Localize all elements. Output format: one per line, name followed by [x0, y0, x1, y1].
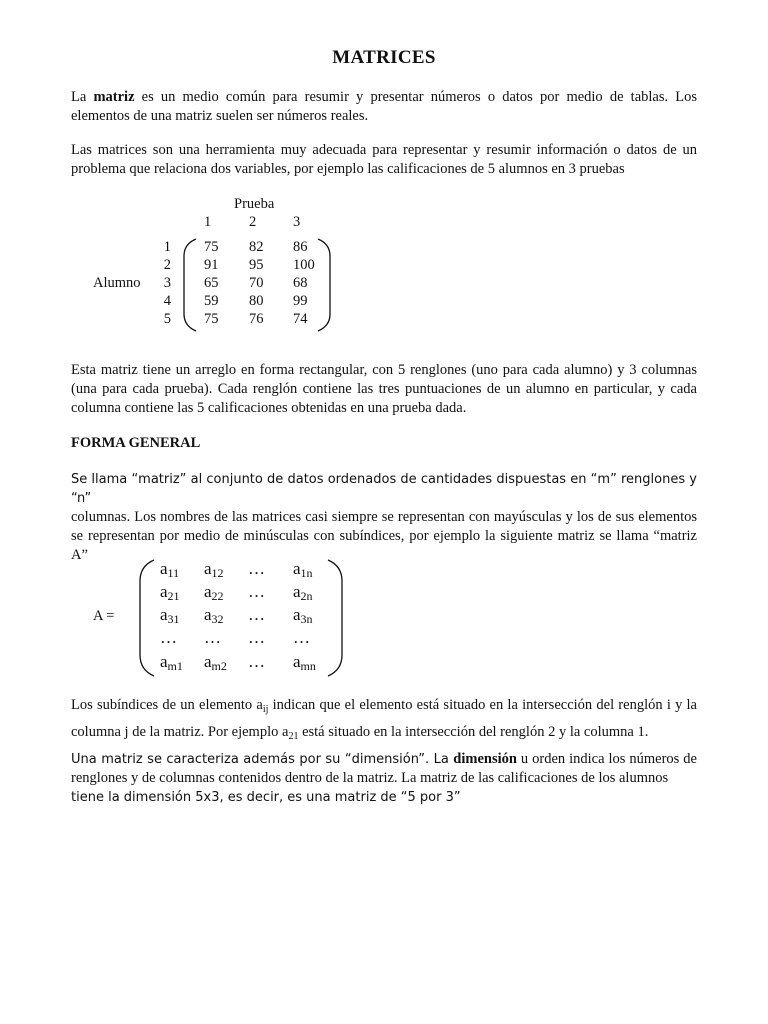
matrix-element: $a_{11}$	[160, 559, 180, 580]
matrix-element: $a_{m1}$	[160, 652, 183, 673]
grades-column-number-3: 3	[293, 214, 301, 230]
term-dimension: dimensión	[453, 751, 517, 767]
matrix-ellipsis: …	[248, 628, 265, 647]
matrix-element: $a_{m2}$	[204, 652, 227, 673]
subscripts-paragraph: Los subíndices de un elemento $a_{ij}$ indican que el elemento está situado en la intersección del renglón i y la columna j de la matriz. Por ejemplo $a_{21}$ está situado en la intersección del renglón 2 y la columna 1.	[71, 697, 697, 742]
general-paragraph: Se llama “matriz” al conjunto de datos ordenados de cantidades dispuestas en “m” renglones y “n” columnas. Los nombres de las matrices casi siempre se representan con mayúsculas y los de sus elementos se representan por medio de minúsculas con subíndices, por ejemplo la siguiente matriz se llama “matriz A”	[71, 472, 697, 563]
matrix-ellipsis: …	[160, 628, 177, 647]
matrix-element: $a_{3n}$	[293, 605, 313, 626]
dimension-paragraph: Una matriz se caracteriza además por su “dimensión”. La dimensión u orden indica los números de renglones y de columnas contenidos dentro de la matriz. La matriz de las calificaciones de los alumnos tiene la dimensión 5x3, es decir, es una matriz de “5 por 3”	[71, 751, 697, 805]
matrix-element: $a_{31}$	[160, 605, 180, 626]
grades-column-header: Prueba	[234, 196, 275, 212]
matrix-ellipsis: …	[204, 628, 221, 647]
matrix-element: $a_{22}$	[204, 582, 224, 603]
right-bracket	[315, 236, 335, 334]
matrix-ellipsis: …	[293, 628, 310, 647]
description-paragraph: Esta matriz tiene un arreglo en forma rectangular, con 5 renglones (uno para cada alumno) y 3 columnas (una para cada prueba). Cada renglón contiene las tres puntuaciones de un alumno en particular, y cada columna contiene las 5 calificaciones obtenidas en una prueba dada.	[71, 362, 697, 416]
grades-row-header: Alumno	[93, 275, 141, 291]
section-heading: FORMA GENERAL	[71, 435, 201, 451]
matrix-ellipsis: …	[248, 559, 265, 578]
matrix-ellipsis: …	[248, 582, 265, 601]
matrix-element: $a_{32}$	[204, 605, 224, 626]
grades-column-number-2: 2	[249, 214, 257, 230]
intro-paragraph-1: La matriz es un medio común para resumir y presentar números o datos por medio de tablas. Los elementos de una matriz suelen ser números reales.	[71, 89, 698, 124]
matrix-element: $a_{2n}$	[293, 582, 313, 603]
grades-row-labels: 1 2 3 4 5	[163, 239, 171, 327]
matrix-element: $a_{mn}$	[293, 652, 316, 673]
page: MATRICES La matriz es un medio común para resumir y presentar números o datos por medio de tablas. Los elementos de una matriz suelen ser números reales. Las matrices son una herramienta muy adecuada para representar y resumir información o datos de un problema que relaciona dos variables, por ejemplo las calificaciones de 5 alumnos en 3 pruebas Prueba 1 2 3 Alumno 1 2 3 4 5 75 82 86 91 95 100 65 70 68 59 80 99 75 76 74 Esta matriz tiene un arreglo en forma rectangular, con 5 renglones (uno para cada alumno) y 3 columnas (una para cada prueba). Cada renglón contiene las tres puntuaciones de un alumno en particular, y cada columna contiene las 5 calificaciones obtenidas en una prueba dada. FORMA GENERAL Se llama “matriz” al conjunto de datos ordenados de cantidades dispuestas en “m” renglones y “n” columnas. Los nombres de las matrices casi siempre se representan con mayúsculas y los de sus elementos se representan por medio de minúsculas con subíndices, por ejemplo la siguiente matriz se llama “matriz A” A = $a_{11}$ $a_{12}$ … $a_{1n}$ $a_{21}$ $a_{22}$ … $a_{2n}$ $a_{31}$ $a_{32}$ … $a_{3n}$ … … … … $a_{m1}$ $a_{m2}$ … $a_{mn}$ Los subíndices de un elemento $a_{ij}$ indican que el elemento está situado en la intersección del renglón i y la columna j de la matriz. Por ejemplo $a_{21}$ está situado en la intersección del renglón 2 y la columna 1. Una matriz se caracteriza además por su “dimensión”. La dimensión u orden indica los números de renglones y de columnas contenidos dentro de la matriz. La matriz de las calificaciones de los alumnos tiene la dimensión 5x3, es decir, es una matriz de “5 por 3”	[71, 47, 698, 805]
page-title: MATRICES	[332, 47, 436, 68]
matrix-a-label: A =	[93, 608, 115, 624]
matrix-left-bracket	[137, 557, 159, 679]
matrix-a	[160, 557, 330, 677]
matrix-element: $a_{21}$	[160, 582, 180, 603]
left-bracket	[181, 236, 201, 334]
matrix-element: $a_{1n}$	[293, 559, 313, 580]
matrix-ellipsis: …	[248, 605, 265, 624]
term-matriz: matriz	[93, 89, 135, 105]
matrix-element: $a_{12}$	[204, 559, 224, 580]
grades-column-number-1: 1	[204, 214, 212, 230]
intro-paragraph-2: Las matrices son una herramienta muy adecuada para representar y resumir información o datos de un problema que relaciona dos variables, por ejemplo las calificaciones de 5 alumnos en 3 pruebas	[71, 142, 697, 177]
matrix-ellipsis: …	[248, 652, 265, 671]
